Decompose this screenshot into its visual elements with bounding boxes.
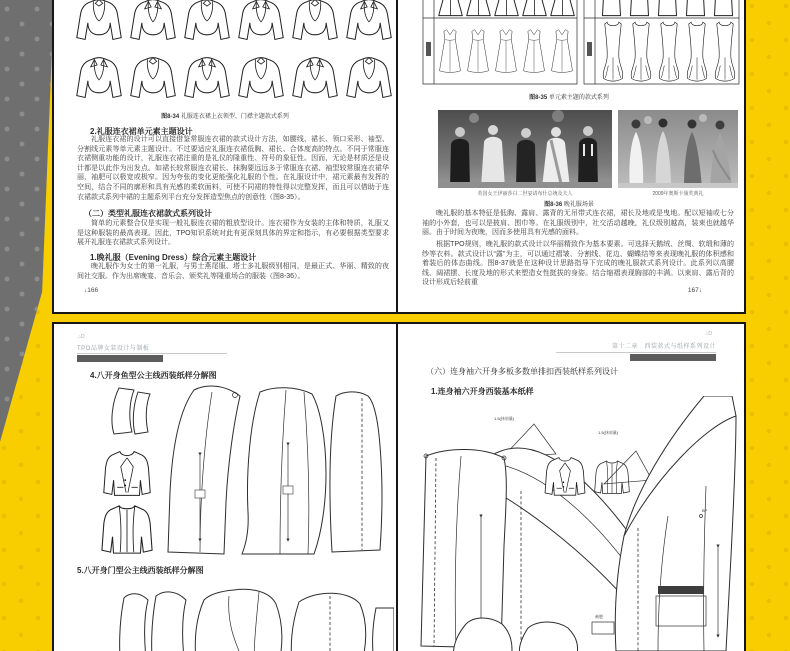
photo-caption-oscars: 2009年奥斯卡颁奖典礼 xyxy=(652,191,704,197)
figure-caption-text: 单元素主题的款式系列 xyxy=(548,95,609,101)
sleeve-width-label: 袖肥 xyxy=(595,614,603,619)
photo-royal-banquet xyxy=(438,110,612,188)
heading-pattern-4: 4.八开身鱼型公主线西装纸样分解图 xyxy=(90,371,217,380)
bolero-jacket-series-figure xyxy=(72,0,394,110)
chapter-mark-icon: ⌂D xyxy=(705,331,712,337)
ease-label-right: 1.5(抹肩量) xyxy=(598,430,619,435)
row-label-mark xyxy=(426,42,431,56)
bp-label: BP xyxy=(702,508,708,513)
pattern-diagram-fish-princess xyxy=(74,382,384,560)
heading-basic-pattern: 1.连身袖六开身西装基本纸样 xyxy=(431,387,534,396)
figure-caption-8-34 xyxy=(54,111,396,120)
page-167 xyxy=(398,0,740,312)
running-head-rule xyxy=(556,352,716,353)
figure-label: 图8-34 xyxy=(161,114,180,120)
figure-label: 图8-35 xyxy=(529,95,548,101)
heading-evening-dress: 1.晚礼服（Evening Dress）综合元素主题设计 xyxy=(90,253,257,262)
pattern-page-right xyxy=(398,324,740,651)
brand-mark-icon: ⌂D xyxy=(78,334,85,340)
running-head-bar xyxy=(630,354,716,361)
paragraph-2: 根据TPO规则，晚礼服的款式设计以华丽精致作为基本要素。可选择天鹅绒、丝绸、软缎和薄的纱等衣料。款式设计以“露”为主，可以通过褶皱、分割线、花边、蝴蝶结等来表现晚礼服的体积感和着装后的体态曲线。图8-37就是在这种设计思路指导下完成的晚礼服款式系列设计。此系列以高腰线、阔裙摆、长度及地的形式来塑造女性挺拔的身姿。结合缩褶表现胸部的丰满。以束肩、露后背的设计形成后轻前重 xyxy=(422,241,734,287)
row-label-mark xyxy=(587,42,592,56)
running-head-right: 第十二章 西装款式与纸样系列设计 xyxy=(611,344,716,350)
page-166 xyxy=(54,0,396,312)
book-spread-top xyxy=(52,0,746,314)
figure-label: 图8-36 xyxy=(544,202,563,208)
pattern-diagram-kimono-sleeve xyxy=(406,396,740,651)
running-head-left: TPO品牌女装设计与制板 xyxy=(77,346,150,352)
corner-dot-band xyxy=(0,0,54,442)
running-head-rule xyxy=(77,353,227,354)
photo-caption-royal: 英国女王伊丽莎白二世宴请布什总统及夫人 xyxy=(477,191,573,197)
heading-pattern-5: 5.八开身门型公主线西装纸样分解图 xyxy=(77,566,204,575)
heading-section-6: （六）连身袖六开身多板多数单排扣西装纸样系列设计 xyxy=(426,367,618,376)
running-head-bar xyxy=(77,355,163,362)
heading-single-element: 2.礼服连衣裙单元素主题设计 xyxy=(90,127,193,136)
photo-oscars-2009 xyxy=(618,110,738,188)
figure-caption-8-35 xyxy=(398,92,740,101)
paragraph-1: 晚礼服的基本特征是低胸、露肩、露背的无吊带式连衣裙，裙长及地或是曳地。配以短袖或七分袖的小外套，也可以是披肩、围巾等。在礼服级别中，社交活动越晚，礼仪级别越高，装束也就越华丽。由于时间为夜晚，因而多使用具有光感的面料。 xyxy=(422,210,734,237)
page-number-167: 167↓ xyxy=(687,287,702,294)
heading-type-series: （二）类型礼服连衣裙款式系列设计 xyxy=(84,209,212,218)
figure-caption-text: 礼服连衣裙上衣领型、门襟主题款式系列 xyxy=(180,114,289,120)
figure-caption-8-36 xyxy=(398,199,740,208)
pattern-diagram-door-princess xyxy=(94,578,394,651)
paragraph-3: 晚礼服作为女士的第一礼服，与男士燕尾服、塔士多礼服级别相同，是最正式、华丽、精致的夜间社交服。作为出席晚宴、音乐会、颁奖礼等隆重场合的服装（图8-36）。 xyxy=(77,263,389,280)
pattern-page-left xyxy=(54,324,396,651)
paragraph-1: 礼服连衣裙的设计可以直接借鉴常服连衣裙的款式设计方法，如腰线、裙长、领口采形、袖型、分割线元素等单元素主题设计。不过要适应礼服连衣裙低胸、裙长、合体度高的特点。不同于常服连衣裙侧重功能的设计，礼服连衣裙注重的是礼仪的隆重性、符号的象征性。因而，无论是材质还是设计都是以此作为出发点。如裙长较常服连衣裙长、抹胸要远远多于常服连衣裙、袖型较常服连衣裙华丽、袖肥可以极宽或极窄。因为夸张的变化更能强化礼服的个性。在礼服设计中，裙元素最有发挥的空间，结合不同的廓形和具有光感的柔软面料，可使不同裙的特性得以完整发挥，而且可以借助于连衣裙款式系列中裙的主题系列平台充分发挥造型焦点的创意性（图8-35）。 xyxy=(77,136,389,201)
gown-series-table-figure xyxy=(422,0,740,86)
figure-caption-text: 晚礼服场景 xyxy=(563,202,594,208)
paragraph-2: 简单的元素整合仅是实现一般礼服连衣裙的粗放型设计。连衣裙作为女装的主体和特质，礼服又是这种服装的最高表现。因此，TPO知识系统对此有更深刻具体的界定和指示，有必要根据类型要求展开礼服连衣裙款式系列设计。 xyxy=(77,220,389,247)
page-number-166: ↓166 xyxy=(84,287,99,294)
book-spread-bottom xyxy=(52,322,746,651)
ease-label-left: 1.5(抹肩量) xyxy=(494,416,515,421)
